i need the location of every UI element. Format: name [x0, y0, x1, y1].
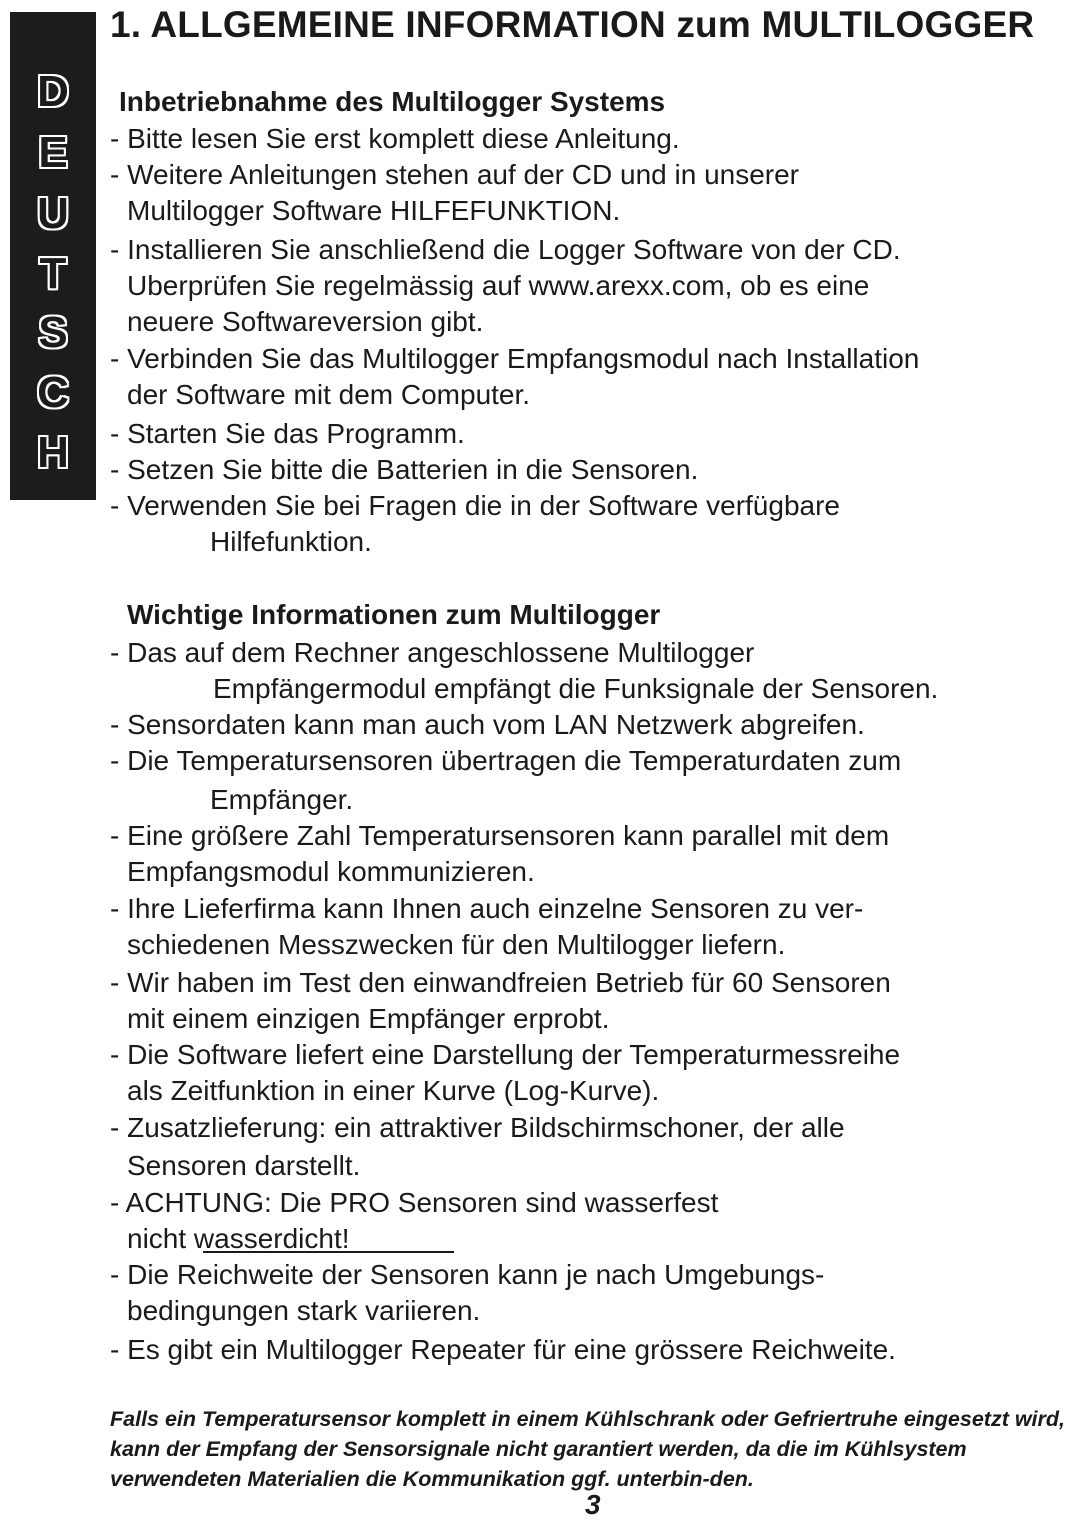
text-line: - Es gibt ein Multilogger Repeater für eine grössere Reichweite.	[110, 1334, 896, 1365]
text-line: Empfängermodul empfängt die Funksignale der Sensoren.	[213, 673, 939, 704]
text-line: - Bitte lesen Sie erst komplett diese Anleitung.	[110, 123, 680, 154]
text-line: Uberprüfen Sie regelmässig auf www.arexx.com, ob es eine	[127, 270, 870, 301]
text-line: bedingungen stark variieren.	[127, 1295, 481, 1326]
text-line: Hilfefunktion.	[210, 526, 372, 557]
text-line: - Zusatzlieferung: ein attraktiver Bildschirmschoner, der alle	[110, 1112, 845, 1143]
text-line: als Zeitfunktion in einer Kurve (Log-Kurve).	[127, 1075, 660, 1106]
refrigerator-warning-note: Falls ein Temperatursensor komplett in einem Kühlschrank oder Gefriertruhe eingesetzt wird, kann der Empfang der Sensorsignale nicht garantiert werden, da die im Kühlsystem verwendeten Materialien die Kommunikation ggf. unterbin-den.	[110, 1407, 1065, 1491]
text-line: - Weitere Anleitungen stehen auf der CD und in unserer	[110, 159, 800, 190]
text-line: Multilogger Software HILFEFUNKTION.	[127, 195, 621, 226]
side-tab-letter: E	[38, 128, 68, 177]
text-line: - Ihre Lieferfirma kann Ihnen auch einzelne Sensoren zu ver-	[110, 893, 864, 924]
underline-rule	[203, 1251, 454, 1253]
text-line: Sensoren darstellt.	[127, 1150, 361, 1181]
side-tab-letter: S	[38, 308, 68, 357]
side-tab-letter: H	[37, 428, 69, 477]
text-line: mit einem einzigen Empfänger erprobt.	[127, 1003, 610, 1034]
text-line: - Installieren Sie anschließend die Logger Software von der CD.	[110, 234, 901, 265]
language-side-tab	[10, 12, 96, 500]
side-tab-letter: U	[37, 189, 69, 238]
text-line: - Verwenden Sie bei Fragen die in der Software verfügbare	[110, 490, 840, 521]
side-tab-letter: D	[37, 67, 69, 116]
text-line: - Setzen Sie bitte die Batterien in die Sensoren.	[110, 454, 699, 485]
text-line: - Sensordaten kann man auch vom LAN Netzwerk abgreifen.	[110, 709, 865, 740]
text-line: - Starten Sie das Programm.	[110, 418, 465, 449]
text-line: nicht wasserdicht!	[127, 1223, 350, 1254]
text-line: Empfänger.	[210, 784, 354, 815]
page-title: 1. ALLGEMEINE INFORMATION zum MULTILOGGER	[110, 4, 1035, 45]
text-line: - Die Temperatursensoren übertragen die Temperaturdaten zum	[110, 745, 902, 776]
section-heading-wichtige-informationen: Wichtige Informationen zum Multilogger	[127, 599, 661, 630]
side-tab-letter: T	[39, 249, 67, 298]
text-line: - Wir haben im Test den einwandfreien Betrieb für 60 Sensoren	[110, 967, 891, 998]
text-line: der Software mit dem Computer.	[127, 379, 531, 410]
text-line: - Die Software liefert eine Darstellung der Temperaturmessreihe	[110, 1039, 901, 1070]
text-line: schiedenen Messzwecken für den Multilogger liefern.	[127, 929, 786, 960]
text-line: - Das auf dem Rechner angeschlossene Multilogger	[110, 637, 755, 668]
text-line: - ACHTUNG: Die PRO Sensoren sind wasserfest	[110, 1187, 719, 1218]
text-line: neuere Softwareversion gibt.	[127, 306, 484, 337]
section-heading-inbetriebnahme: Inbetriebnahme des Multilogger Systems	[119, 86, 666, 117]
text-line: Empfangsmodul kommunizieren.	[127, 856, 535, 887]
text-line: - Die Reichweite der Sensoren kann je nach Umgebungs-	[110, 1259, 825, 1290]
side-tab-letter: C	[37, 368, 69, 417]
page-number: 3	[585, 1489, 601, 1520]
text-line: - Verbinden Sie das Multilogger Empfangsmodul nach Installation	[110, 343, 920, 374]
text-line: - Eine größere Zahl Temperatursensoren kann parallel mit dem	[110, 820, 890, 851]
